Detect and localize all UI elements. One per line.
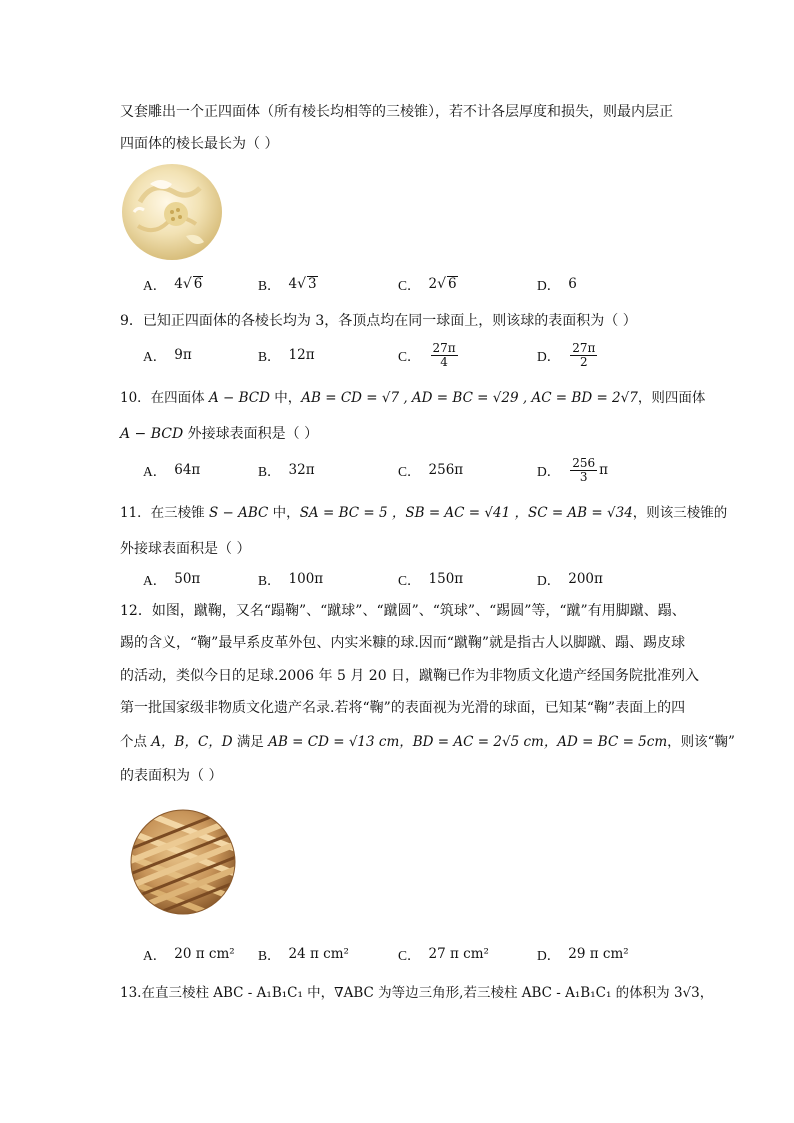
option-label: D． [537,349,561,364]
q12-option-a-value: 20 π cm² [174,946,235,962]
q10-option-c[interactable] [398,456,463,484]
q10-option-c-value: 256π [428,462,464,478]
q11-tail: ，则该三棱锥的 [632,505,728,521]
q8-option-a-coef: 4 [174,276,183,292]
q11-option-d[interactable] [537,565,603,593]
q8-option-c-rad: 6 [448,276,457,292]
q9-option-c[interactable] [398,341,460,369]
option-label: A． [143,464,167,479]
q12-option-a[interactable] [143,940,235,968]
q8-option-d-value: 6 [568,276,577,292]
q11-condition: SA = BC = 5 ，SB = AC = √41 ，SC = AB = √34 [299,505,633,521]
q11-line-1 [120,503,727,523]
q12-option-b[interactable] [258,940,349,968]
q10-option-a-value: 64π [174,462,201,478]
q9-option-b[interactable] [258,341,315,369]
option-label: B． [258,464,281,479]
q12-cond-2: ，BD = AC = 2√5 cm [399,734,544,750]
option-label: B． [258,948,281,963]
q9-options [0,341,794,369]
q12-line-5 [120,732,735,752]
q11-number: 11．在三棱锥 [120,505,209,521]
q11-line-2: 外接球表面积是（ ） [120,541,251,557]
q12-option-d-value: 29 π cm² [568,946,629,962]
q11-option-a[interactable] [143,565,200,593]
q9-text: 9．已知正四面体的各棱长均为 3，各顶点均在同一球面上，则该球的表面积为（ ） [120,313,637,329]
q12-line-2: 踢的含义，“鞠”最早系皮革外包、内实米糠的球.因而“蹴鞠”就是指古人以脚蹴、蹋、踢皮球 [120,635,686,651]
option-label: D． [537,464,561,479]
q11-option-c[interactable] [398,565,463,593]
fraction-denominator: 3 [579,469,588,484]
q11-option-c-value: 150π [428,571,464,587]
option-label: A． [143,278,167,293]
q8-option-c-coef: 2 [428,276,438,292]
q12-line-6: 的表面积为（ ） [120,768,223,784]
q12-cond-1: AB = CD = √13 cm [268,734,400,750]
q8-line-2: 四面体的棱长最长为（ ） [120,136,279,152]
fraction-numerator: 27π [572,340,596,355]
q10-line-2-rest: 外接球表面积是（ ） [183,426,319,442]
option-label: B． [258,573,281,588]
option-label: D． [537,948,561,963]
q10-option-b-value: 32π [288,462,315,478]
q8-line-1: 又套雕出一个正四面体（所有棱长均相等的三棱锥），若不计各层厚度和损失，则最内层正 [120,104,673,120]
option-label: C． [398,573,421,588]
q10-options [0,456,794,484]
option-label: B． [258,278,281,293]
ivory-ball-image [120,162,224,262]
q9-option-d[interactable] [537,341,599,369]
q10-number: 10．在四面体 [120,390,209,406]
option-label: C． [398,464,421,479]
option-label: A． [143,948,167,963]
q9-option-d-fraction [570,342,597,369]
q10-mid: 中， [269,390,302,406]
q10-line-2 [120,424,318,444]
q11-option-b-value: 100π [288,571,324,587]
q12-options [0,940,794,968]
q12-option-d[interactable] [537,940,629,968]
q12-option-c[interactable] [398,940,489,968]
option-label: A． [143,349,167,364]
option-label: D． [537,278,561,293]
q10-option-d-pi: π [599,462,609,478]
q8-option-b-coef: 4 [288,276,298,292]
q8-option-b-rad: 3 [308,276,317,292]
q9-option-c-fraction [431,342,458,369]
q12-line-3: 的活动，类似今日的足球.2006 年 5 月 20 日，蹴鞠已作为非物质文化遗产经国务院批准列入 [120,668,700,684]
rattan-ball-image [130,808,236,916]
q10-option-d[interactable] [537,456,608,484]
q8-option-c[interactable]: C． 2 √ 6 [398,276,457,293]
fraction-denominator: 4 [440,354,448,369]
fraction-numerator: 256 [572,455,596,470]
q8-option-d[interactable] [537,270,577,298]
q11-option-a-value: 50π [174,571,201,587]
q11-option-d-value: 200π [568,571,603,587]
q10-tetrahedron: A − BCD [208,390,270,406]
q9-option-a[interactable] [143,341,192,369]
q12-option-c-value: 27 π cm² [428,946,489,962]
q12-l5-tail: ，则该“鞠” [667,734,735,750]
q11-options [0,565,794,593]
q12-line-1: 12．如图，蹴鞠，又名“蹋鞠”、“蹴球”、“蹴圆”、“筑球”、“踢圆”等，“蹴”有用脚蹴、蹋、 [120,603,686,619]
option-label: A． [143,573,167,588]
q12-cond-3: ，AD = BC = 5cm [543,734,668,750]
q10-option-a[interactable] [143,456,200,484]
q12-l5-a: 个点 [120,734,152,750]
q8-options [0,270,794,298]
q11-mid: 中， [268,505,300,521]
q12-line-4: 第一批国家级非物质文化遗产名录.若将“鞠”的表面视为光滑的球面，已知某“鞠”表面上的四 [120,700,686,716]
q12-option-b-value: 24 π cm² [288,946,349,962]
q12-points: A，B，C，D [151,734,233,750]
q8-option-a[interactable]: A． 4 √ 6 [143,276,203,293]
option-label: D． [537,573,561,588]
q9-option-b-value: 12π [288,347,315,363]
q11-pyramid: S − ABC [208,505,269,521]
q10-condition: AB = CD = √7 , AD = BC = √29 , AC = BD = 2√7 [301,390,638,406]
q9-option-a-value: 9π [174,347,192,363]
option-label: C． [398,948,421,963]
fraction-numerator: 27π [432,340,456,355]
q10-tail: ，则四面体 [637,390,706,406]
q8-option-b[interactable]: B． 4 √ 3 [258,276,317,293]
q10-option-d-fraction [570,457,597,484]
q10-line-1 [120,388,705,408]
q11-option-b[interactable] [258,565,323,593]
option-label: B． [258,349,281,364]
q13-text: 13.在直三棱柱 ABC - A₁B₁C₁ 中，∇ABC 为等边三角形,若三棱柱 ABC - A₁B₁C₁ 的体积为 3√3， [120,985,714,1001]
q10-tetrahedron-2: A − BCD [120,426,184,442]
option-label: C． [398,349,421,364]
fraction-denominator: 2 [580,354,588,369]
q12-l5-b: 满足 [232,734,269,750]
q10-option-b[interactable] [258,456,315,484]
q8-option-a-rad: 6 [193,276,203,292]
option-label: C． [398,278,421,293]
